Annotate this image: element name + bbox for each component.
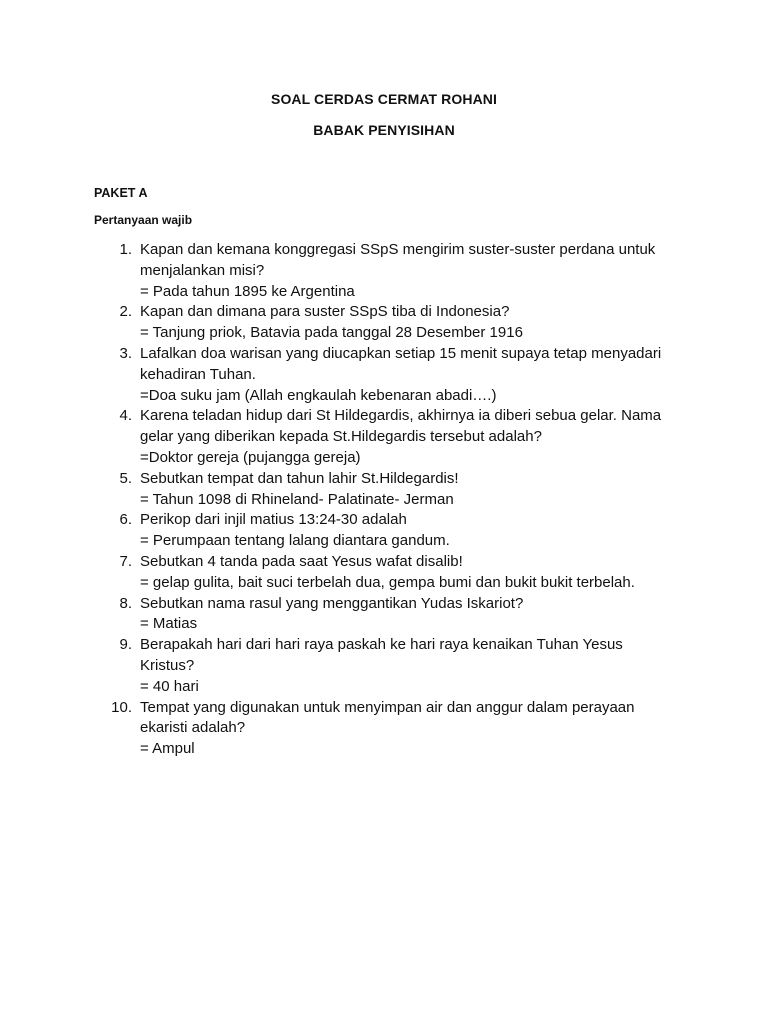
question-body bbox=[140, 635, 680, 697]
section-label: Pertanyaan wajib bbox=[94, 213, 193, 227]
answer-text: = gelap gulita, bait suci terbelah dua, gempa bumi dan bukit bukit terbelah. bbox=[140, 573, 635, 591]
question-body bbox=[140, 302, 680, 344]
question-text: Kapan dan dimana para suster SSpS tiba di Indonesia? bbox=[140, 303, 510, 321]
question-body bbox=[140, 406, 680, 468]
question-number: 5. bbox=[119, 469, 132, 487]
question-list bbox=[0, 240, 768, 760]
answer-text: = Tanjung priok, Batavia pada tanggal 28 Desember 1916 bbox=[140, 324, 523, 342]
question-body bbox=[140, 240, 680, 302]
document-title: SOAL CERDAS CERMAT ROHANI bbox=[271, 91, 497, 107]
question-item bbox=[0, 552, 768, 594]
question-body bbox=[140, 594, 680, 636]
question-item bbox=[0, 469, 768, 511]
question-number: 2. bbox=[119, 303, 132, 321]
answer-text: = Pada tahun 1895 ke Argentina bbox=[140, 282, 355, 300]
question-text: Tempat yang digunakan untuk menyimpan air dan anggur dalam perayaan ekaristi adalah? bbox=[140, 698, 635, 737]
answer-text: = 40 hari bbox=[140, 677, 199, 695]
answer-text: = Matias bbox=[140, 615, 198, 633]
question-item bbox=[0, 302, 768, 344]
question-text: Perikop dari injil matius 13:24-30 adalah bbox=[140, 511, 407, 529]
question-text: Berapakah hari dari hari raya paskah ke hari raya kenaikan Tuhan Yesus Kristus? bbox=[140, 636, 623, 674]
question-text: Sebutkan 4 tanda pada saat Yesus wafat disalib! bbox=[140, 552, 463, 570]
question-text: Karena teladan hidup dari St Hildegardis, akhirnya ia diberi sebua gelar. Nama gelar yang diberikan kepada St.Hildegardis tersebut adalah? bbox=[140, 407, 662, 446]
answer-text: = Ampul bbox=[140, 740, 195, 758]
answer-text: =Doa suku jam (Allah engkaulah kebenaran abadi….) bbox=[140, 386, 497, 404]
question-body bbox=[140, 510, 680, 552]
answer-text: =Doktor gereja (pujangga gereja) bbox=[140, 448, 361, 466]
question-text: Kapan dan kemana konggregasi SSpS mengirim suster-suster perdana untuk menjalankan misi? bbox=[140, 241, 656, 279]
question-body bbox=[140, 552, 680, 594]
package-label: PAKET A bbox=[94, 186, 148, 200]
answer-text: = Tahun 1098 di Rhineland- Palatinate- Jerman bbox=[140, 490, 454, 508]
question-number: 1. bbox=[119, 241, 132, 258]
question-item bbox=[0, 510, 768, 552]
question-text: Lafalkan doa warisan yang diucapkan setiap 15 menit supaya tetap menyadari kehadiran Tuhan. bbox=[140, 344, 662, 383]
question-item bbox=[0, 344, 768, 406]
question-body bbox=[140, 344, 680, 406]
question-body bbox=[140, 469, 680, 511]
question-text: Sebutkan nama rasul yang menggantikan Yudas Iskariot? bbox=[140, 594, 524, 612]
question-number: 9. bbox=[119, 636, 132, 654]
question-number: 6. bbox=[119, 511, 132, 529]
document-subtitle: BABAK PENYISIHAN bbox=[313, 122, 455, 138]
question-item bbox=[0, 594, 768, 636]
question-number: 4. bbox=[119, 407, 132, 425]
question-number: 8. bbox=[119, 594, 132, 612]
question-item bbox=[0, 698, 768, 760]
question-body bbox=[140, 698, 680, 760]
question-text: Sebutkan tempat dan tahun lahir St.Hildegardis! bbox=[140, 469, 459, 487]
question-number: 7. bbox=[119, 552, 132, 570]
question-number: 10. bbox=[111, 698, 132, 716]
answer-text: = Perumpaan tentang lalang diantara gandum. bbox=[140, 532, 450, 550]
question-number: 3. bbox=[119, 344, 132, 362]
question-item bbox=[0, 406, 768, 468]
question-item bbox=[0, 240, 768, 302]
question-item bbox=[0, 635, 768, 697]
